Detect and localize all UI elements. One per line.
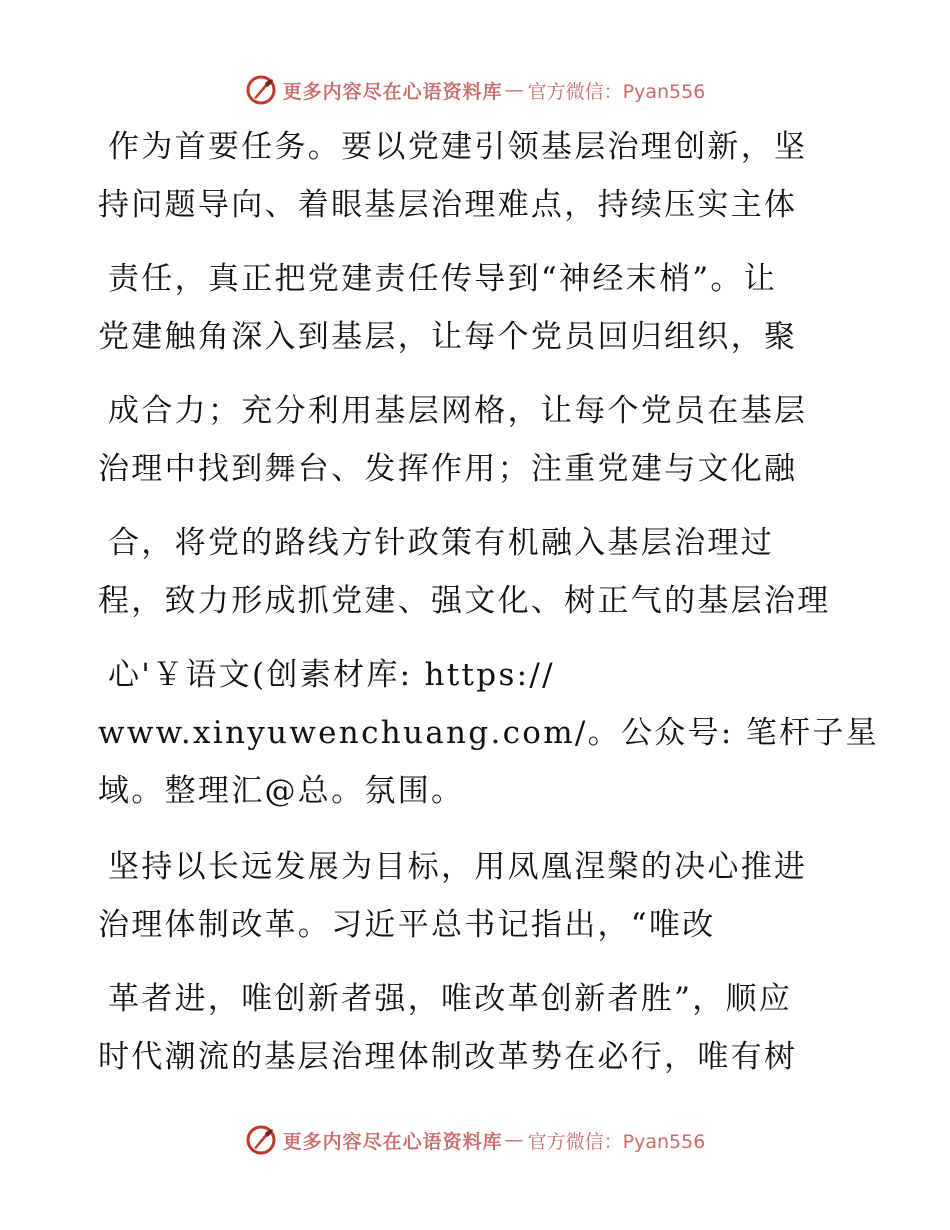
header-separator: — <box>504 79 524 101</box>
text-line: 时代潮流的基层治理体制改革势在必行，唯有树 <box>98 1039 798 1075</box>
quill-logo-icon <box>245 74 277 106</box>
header-banner <box>0 70 950 110</box>
text-line: 革者进，唯创新者强，唯改革创新者胜”，顺应 <box>108 981 793 1017</box>
text-line: 坚持以长远发展为目标，用凤凰涅槃的决心推进 <box>108 849 808 885</box>
header-contact-text: 官方微信：Pyan556 <box>527 80 706 103</box>
quill-logo-icon <box>245 1124 277 1156</box>
text-line: 成合力；充分利用基层网格，让每个党员在基层 <box>108 393 808 429</box>
text-line: 域。整理汇@总。氛围。 <box>98 773 465 809</box>
text-line: 治理体制改革。习近平总书记指出，“唯改 <box>98 907 716 943</box>
footer-separator: — <box>504 1129 524 1151</box>
footer-contact-text: 官方微信：Pyan556 <box>527 1130 706 1153</box>
text-line: 党建触角深入到基层，让每个党员回归组织，聚 <box>98 319 798 355</box>
text-line: www.xinyuwenchuang.com/。公众号: 笔杆子星 <box>98 715 879 751</box>
footer-brand-text: 更多内容尽在心语资料库 <box>282 1130 503 1153</box>
text-line: 心'￥语文(创素材库: https:// <box>108 657 555 693</box>
header-brand-text: 更多内容尽在心语资料库 <box>282 80 503 103</box>
text-line: 程，致力形成抓党建、强文化、树正气的基层治理 <box>98 583 831 619</box>
text-line: 治理中找到舞台、发挥作用；注重党建与文化融 <box>98 451 798 487</box>
text-line: 作为首要任务。要以党建引领基层治理创新，坚 <box>108 129 808 165</box>
text-line: 责任，真正把党建责任传导到“神经末梢”。让 <box>108 261 777 297</box>
text-line: 合，将党的路线方针政策有机融入基层治理过 <box>108 525 774 561</box>
footer-banner <box>0 1120 950 1160</box>
text-line: 持问题导向、着眼基层治理难点，持续压实主体 <box>98 187 798 223</box>
